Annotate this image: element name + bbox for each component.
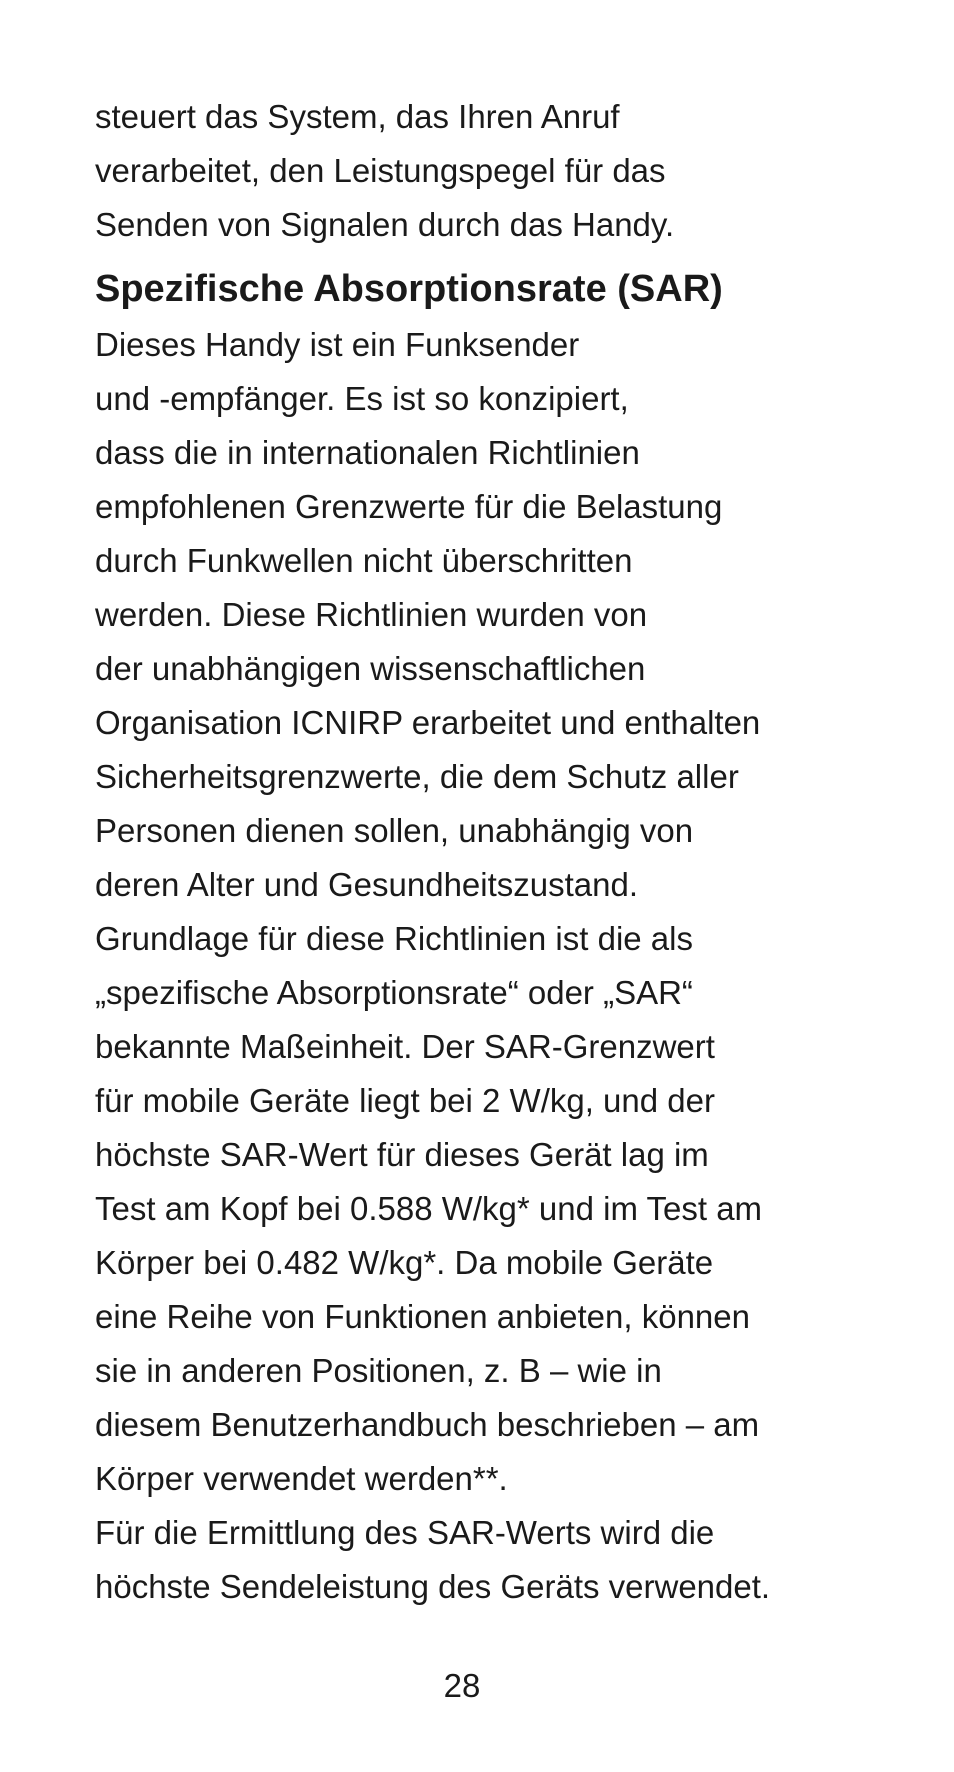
text-line: Grundlage für diese Richtlinien ist die als [95,920,693,957]
text-line: verarbeitet, den Leistungspegel für das [95,152,666,189]
text-line: steuert das System, das Ihren Anruf [95,98,620,135]
text-line: eine Reihe von Funktionen anbieten, können [95,1298,750,1335]
text-line: Personen dienen sollen, unabhängig von [95,812,694,849]
text-line: Organisation ICNIRP erarbeitet und enthalten [95,704,761,741]
text-line: sie in anderen Positionen, z. B – wie in [95,1352,662,1389]
text-line: Körper bei 0.482 W/kg*. Da mobile Geräte [95,1244,714,1281]
text-line: und -empfänger. Es ist so konzipiert, [95,380,629,417]
text-line: „spezifische Absorptionsrate“ oder „SAR“ [95,974,693,1011]
text-line: durch Funkwellen nicht überschritten [95,542,633,579]
text-line: diesem Benutzerhandbuch beschrieben – am [95,1406,760,1443]
text-line: für mobile Geräte liegt bei 2 W/kg, und der [95,1082,715,1119]
text-line: empfohlenen Grenzwerte für die Belastung [95,488,723,525]
text-line: höchste SAR-Wert für dieses Gerät lag im [95,1136,709,1173]
text-line: werden. Diese Richtlinien wurden von [95,596,648,633]
sar-paragraph [95,318,935,1614]
text-line: Körper verwendet werden**. [95,1460,508,1497]
intro-paragraph [95,90,935,252]
text-line: dass die in internationalen Richtlinien [95,434,640,471]
text-line: Test am Kopf bei 0.588 W/kg* und im Test am [95,1190,763,1227]
text-line: bekannte Maßeinheit. Der SAR-Grenzwert [95,1028,715,1065]
text-line: Dieses Handy ist ein Funksender [95,326,580,363]
text-line: höchste Sendeleistung des Geräts verwendet. [95,1568,771,1605]
text-line: der unabhängigen wissenschaftlichen [95,650,646,687]
text-line: deren Alter und Gesundheitszustand. [95,866,639,903]
page-number: 28 [443,1667,481,1704]
document-page [95,90,935,1614]
text-line: Sicherheitsgrenzwerte, die dem Schutz aller [95,758,739,795]
text-line: Senden von Signalen durch das Handy. [95,206,675,243]
text-line: Für die Ermittlung des SAR-Werts wird die [95,1514,715,1551]
section-heading: Spezifische Absorptionsrate (SAR) [95,268,723,310]
